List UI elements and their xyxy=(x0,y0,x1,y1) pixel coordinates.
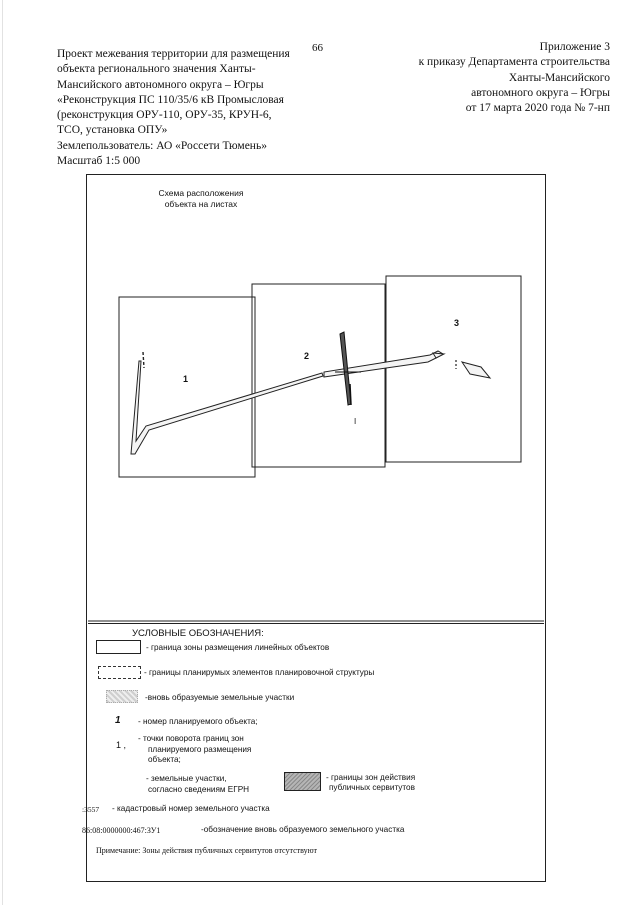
map-title-line1: Схема расположения xyxy=(158,188,244,198)
sheet-layout-map xyxy=(88,176,544,622)
sheet-1-label: 1 xyxy=(183,374,189,384)
dash-mark xyxy=(143,352,144,368)
corridor-sheet-3-end xyxy=(462,362,490,378)
land-user-line: Землепользователь: АО «Россети Тюмень» xyxy=(57,139,267,152)
appendix-header xyxy=(320,40,610,116)
corridor-sheet-1 xyxy=(131,361,323,454)
legend-symbol-servitude xyxy=(284,772,321,791)
point-label: I xyxy=(354,417,357,426)
legend-item-egrn-plots-1: - земельные участки, xyxy=(146,774,227,783)
legend-item-new-plots: -вновь образуемые земельные участки xyxy=(145,693,295,702)
appendix-line: Ханты-Мансийского xyxy=(508,71,610,84)
appendix-date-line: от 17 марта 2020 года № 7-нп xyxy=(465,102,610,115)
project-line: «Реконструкция ПС 110/35/6 кВ Промысловая xyxy=(57,93,284,106)
map-drawing xyxy=(88,176,544,622)
legend-item-servitude-1: - границы зон действия xyxy=(326,773,416,782)
page-number: 66 xyxy=(312,42,323,54)
legend-item-object-number: - номер планируемого объекта; xyxy=(138,717,258,726)
map-title-line2: объекта на листах xyxy=(164,199,238,209)
sheet-3-label: 3 xyxy=(454,318,460,328)
legend xyxy=(82,623,544,880)
sheet-2-label: 2 xyxy=(304,351,310,361)
legend-symbol-new-plot-code: 86:08:0000000:467:ЗУ1 xyxy=(82,826,161,835)
corridor-sheet-2 xyxy=(324,351,443,377)
project-line: ТСО, установка ОПУ» xyxy=(57,124,168,137)
legend-symbol-object-number: 1 xyxy=(115,715,121,726)
legend-note: Примечание: Зоны действия публичных сервитутов отсутствуют xyxy=(96,846,317,855)
legend-item-cadastral: - кадастровый номер земельного участка xyxy=(112,804,270,813)
project-header xyxy=(57,47,337,169)
legend-title: УСЛОВНЫЕ ОБОЗНАЧЕНИЯ: xyxy=(132,628,264,639)
legend-item-planning: - границы планирумых элементов планировочной структуры xyxy=(144,668,375,677)
project-line: объекта регионального значения Ханты- xyxy=(57,63,256,76)
project-line: Проект межевания территории для размещения xyxy=(57,48,290,60)
legend-item-turning-points-2: планируемого размещения xyxy=(148,745,252,754)
legend-item-new-plot-code: -обозначение вновь образуемого земельного участка xyxy=(201,825,405,834)
sheet-3-outline xyxy=(386,276,521,462)
legend-symbol-new-plots xyxy=(106,690,138,703)
appendix-line: Приложение 3 xyxy=(539,41,610,53)
legend-item-egrn-plots-2: согласно сведениям ЕГРН xyxy=(148,785,250,794)
scale-line: Масштаб 1:5 000 xyxy=(57,155,141,168)
dash-mark xyxy=(350,384,351,405)
legend-item-zone: - граница зоны размещения линейных объектов xyxy=(146,643,330,652)
legend-item-servitude-2: публичных сервитутов xyxy=(329,783,415,792)
legend-item-turning-points-3: объекта; xyxy=(148,755,181,764)
project-line: Мансийского автономного округа – Югры xyxy=(57,78,264,91)
appendix-line: к приказу Департамента строительства xyxy=(418,56,610,69)
legend-symbol-cadastral: :3557 xyxy=(82,805,100,814)
legend-symbol-solid-border xyxy=(96,640,141,654)
appendix-line: автономного округа – Югры xyxy=(471,86,610,99)
legend-symbol-dashed-border xyxy=(98,666,141,679)
legend-symbol-turning-points: 1 , xyxy=(116,740,127,750)
legend-item-turning-points-1: - точки поворота границ зон xyxy=(138,734,244,743)
scan-edge xyxy=(2,0,3,905)
project-line: (реконструкция ОРУ-110, ОРУ-35, КРУН-6, xyxy=(57,109,272,122)
